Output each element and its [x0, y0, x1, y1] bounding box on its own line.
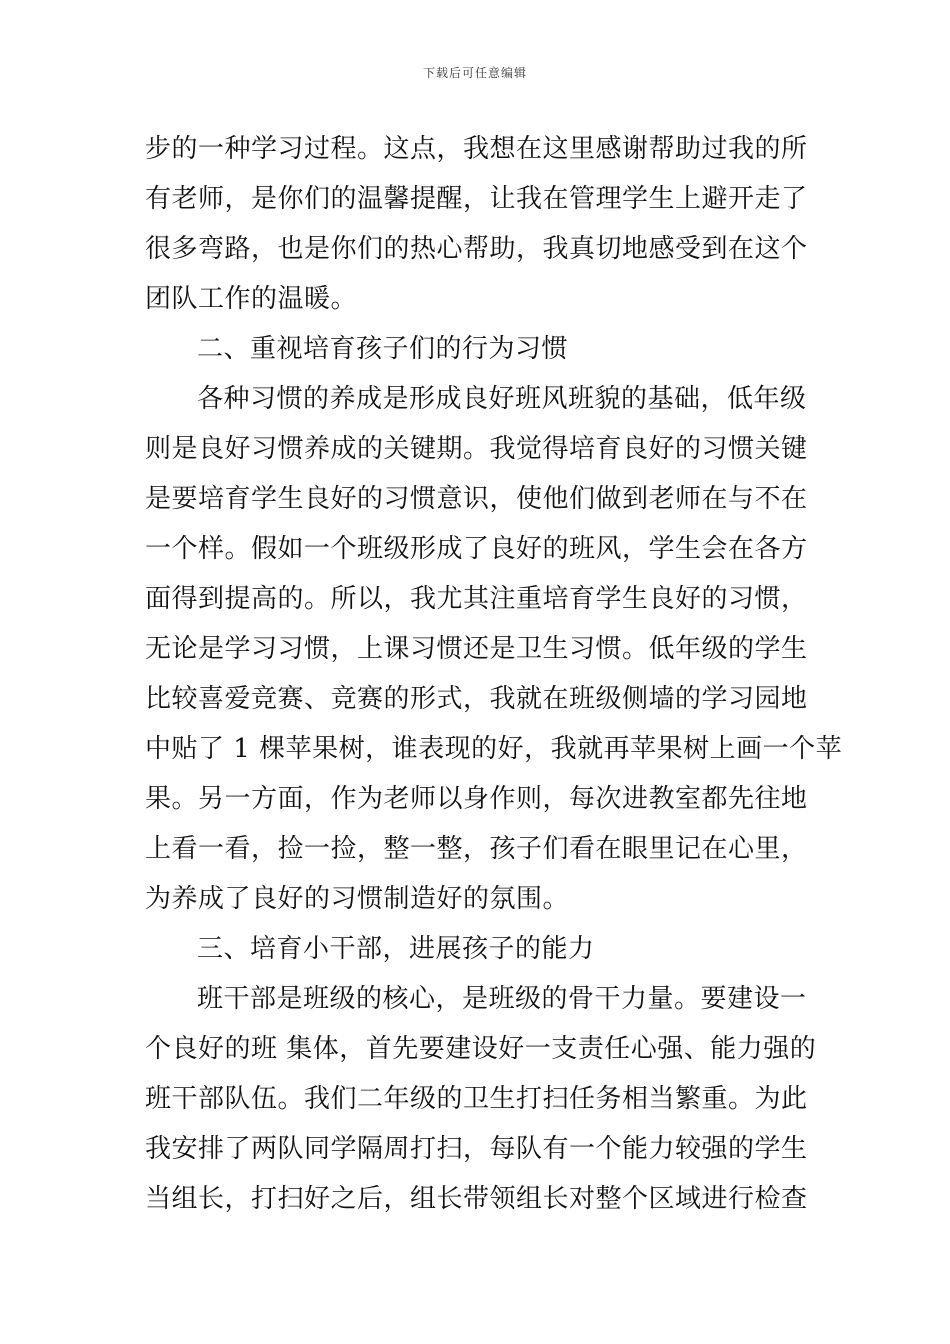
text-line: 则是良好习惯养成的关键期。我觉得培育良好的习惯关键: [145, 434, 808, 464]
document-body: [145, 128, 843, 1228]
text-line: 为养成了良好的习惯制造好的氛围。: [145, 884, 570, 914]
text-line: 有老师，是你们的温馨提醒，让我在管理学生上避开走了: [145, 184, 808, 214]
text-line: 面得到提高的。所以，我尤其注重培育学生良好的习惯，: [145, 584, 808, 614]
text-line: 一个样。假如一个班级形成了良好的班风，学生会在各方: [145, 534, 808, 564]
text-line: 比较喜爱竞赛、竞赛的形式，我就在班级侧墙的学习园地: [145, 684, 808, 714]
text-line: 中贴了 1 棵苹果树，谁表现的好，我就再苹果树上画一个苹: [145, 734, 843, 764]
text-line: 无论是学习习惯，上课习惯还是卫生习惯。低年级的学生: [145, 634, 808, 664]
text-line: 很多弯路，也是你们的热心帮助，我真切地感受到在这个: [145, 234, 808, 264]
text-line: 当组长，打扫好之后，组长带领组长对整个区域进行检查: [145, 1184, 808, 1214]
text-line: 上看一看，捡一捡，整一整，孩子们看在眼里记在心里，: [145, 834, 808, 864]
text-line: 果。另一方面，作为老师以身作则，每次进教室都先往地: [145, 784, 808, 814]
text-line: 班干部队伍。我们二年级的卫生打扫任务相当繁重。为此: [145, 1084, 808, 1114]
section-heading: 二、重视培育孩子们的行为习惯: [197, 334, 569, 364]
text-line: 是要培育学生良好的习惯意识，使他们做到老师在与不在: [145, 484, 808, 514]
text-line: 团队工作的温暖。: [145, 284, 358, 314]
section-heading: 三、培育小干部，进展孩子的能力: [197, 934, 595, 964]
text-line: 各种习惯的养成是形成良好班风班貌的基础，低年级: [197, 384, 807, 414]
page-header: 下载后可任意编辑: [422, 66, 527, 80]
text-line: 班干部是班级的核心，是班级的骨干力量。要建设一: [197, 984, 807, 1014]
text-line: 步的一种学习过程。这点，我想在这里感谢帮助过我的所: [145, 134, 808, 164]
text-line: 我安排了两队同学隔周打扫，每队有一个能力较强的学生: [145, 1134, 808, 1164]
text-line: 个良好的班 集体，首先要建设好一支责任心强、能力强的: [145, 1034, 817, 1064]
